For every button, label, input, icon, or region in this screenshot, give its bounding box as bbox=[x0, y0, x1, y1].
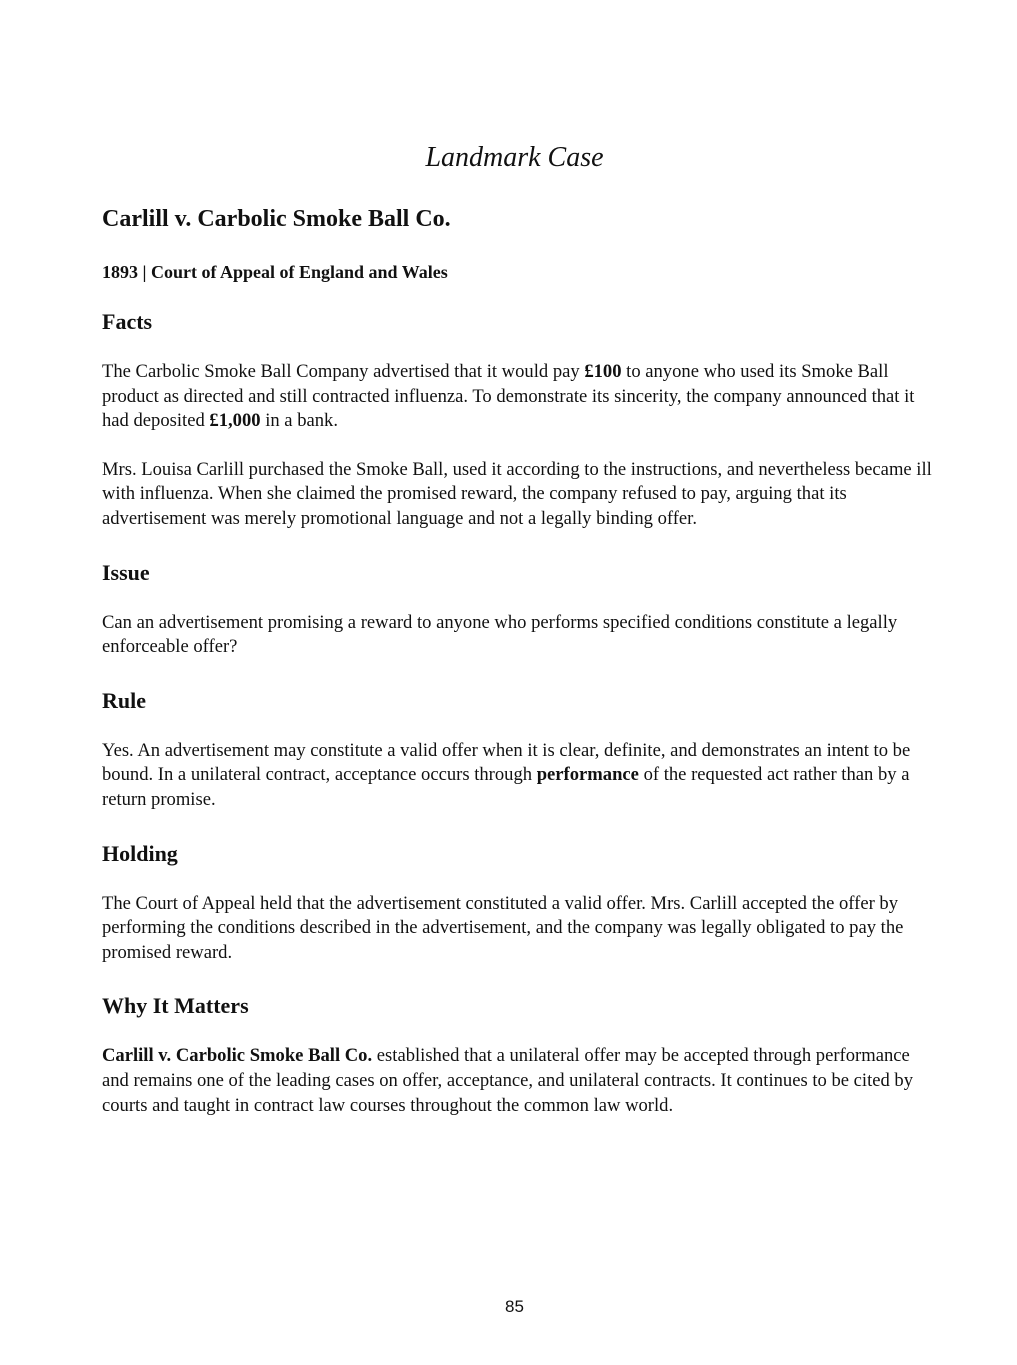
case-title: Carlill v. Carbolic Smoke Ball Co. bbox=[102, 206, 451, 232]
facts-paragraph-2: Mrs. Louisa Carlill purchased the Smoke Ball, used it according to the instructions, and nevertheless became ill with influenza. When she claimed the promised reward, the company refused to pay, arguing that its advertisement was merely promotional language and not a legally binding offer. bbox=[102, 458, 932, 529]
rule-paragraph bbox=[102, 739, 938, 813]
section-heading-facts: Facts bbox=[102, 309, 153, 334]
case-meta: 1893 | Court of Appeal of England and Wales bbox=[102, 262, 448, 282]
case-name-emphasis: Carlill v. Carbolic Smoke Ball Co. bbox=[102, 1045, 373, 1067]
text-run: The Carbolic Smoke Ball Company advertised that it would pay bbox=[102, 361, 585, 382]
text-run: in a bank. bbox=[260, 410, 338, 432]
text-run: to anyone who used its Smoke Ball product as directed and still contracted influenza. To demonstrate its sincerity, the company announced that it had deposited bbox=[102, 361, 915, 432]
amount-100: £100 bbox=[584, 361, 622, 382]
section-heading-holding: Holding bbox=[102, 840, 178, 866]
facts-paragraph-1 bbox=[102, 360, 938, 434]
issue-paragraph: Can an advertisement promising a reward to anyone who performs specified conditions constitute a legally enforceable offer? bbox=[102, 611, 898, 658]
holding-paragraph: The Court of Appeal held that the advertisement constituted a valid offer. Mrs. Carlill accepted the offer by performing the conditions described in the advertisement, and the company was legally obligated to pay the promised reward. bbox=[102, 892, 904, 963]
page-kicker: Landmark Case bbox=[425, 142, 604, 173]
text-run: established that a unilateral offer may be accepted through performance and remains one of the leading cases on offer, acceptance, and unilateral contracts. It continues to be cited by courts and taught in contract law courses throughout the common law world. bbox=[102, 1045, 914, 1116]
amount-1000: £1,000 bbox=[209, 410, 261, 432]
page-number: 85 bbox=[505, 1297, 524, 1316]
text-run: Yes. An advertisement may constitute a valid offer when it is clear, definite, and demonstrates an intent to be bound. In a unilateral contract, acceptance occurs through bbox=[102, 739, 911, 786]
section-heading-why-it-matters: Why It Matters bbox=[102, 993, 249, 1019]
text-run: of the requested act rather than by a return promise. bbox=[102, 764, 910, 810]
case-content bbox=[102, 203, 938, 1118]
why-it-matters-paragraph bbox=[102, 1044, 938, 1118]
section-heading-issue: Issue bbox=[102, 559, 150, 585]
emphasis-performance: performance bbox=[536, 764, 639, 786]
section-heading-rule: Rule bbox=[102, 687, 146, 713]
